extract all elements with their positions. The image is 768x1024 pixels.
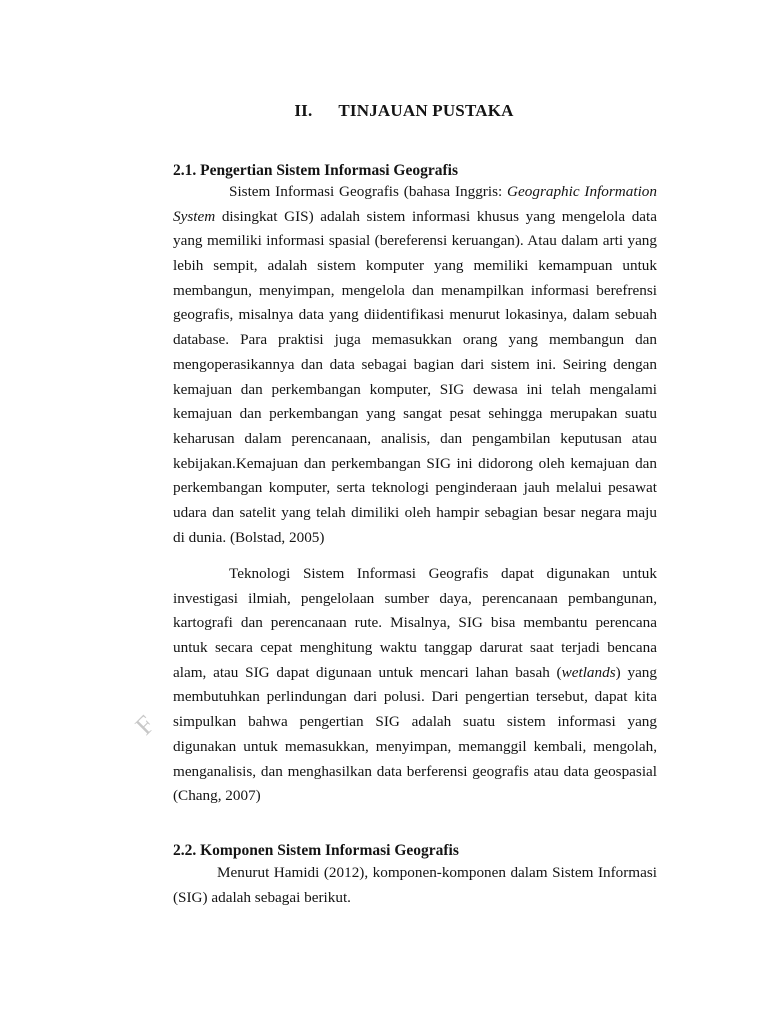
paragraph-line: menganalisis, dan menghasilkan data berferensi geografis atau data geospasial (173, 762, 657, 780)
paragraph-line: Menurut Hamidi (2012), komponen-komponen dalam Sistem Informasi (217, 864, 657, 881)
paragraph-line: investigasi ilmiah, pengelolaan sumber daya, perencanaan pembangunan, (173, 589, 657, 607)
paragraph-line: di dunia. (Bolstad, 2005) (173, 528, 325, 546)
section-heading-2-2: 2.2. Komponen Sistem Informasi Geografis (173, 842, 459, 859)
paragraph-line: yang memiliki informasi spasial (bereferensi keruangan). Atau dalam arti yang (173, 232, 657, 250)
paragraph-line: keharusan dalam perencanaan, analisis, dan pengambilan keputusan atau (173, 429, 657, 447)
paragraph-line: Sistem Informasi Geografis (bahasa Inggris: Geographic Information (229, 183, 657, 200)
emphasis-text: wetlands (561, 663, 616, 681)
emphasis-text: System (173, 207, 216, 225)
paragraph-line: alam, atau SIG dapat digunaan untuk mencari lahan basah (wetlands) yang (173, 663, 657, 681)
paragraph-line: udara dan satelit yang telah dimiliki oleh hampir sebagian besar negara maju (173, 503, 657, 521)
paragraph-sig-technology (173, 562, 657, 809)
paragraph-line: membutuhkan perlindungan dari polusi. Dari pengertian tersebut, dapat kita (173, 688, 657, 706)
paragraph-line: kebijakan.Kemajuan dan perkembangan SIG ini didorong oleh kemajuan dan (173, 454, 657, 472)
paragraph-line: untuk secara cepat menghitung waktu tanggap darurat saat terjadi bencana (173, 639, 657, 657)
paragraph-line: kartografi dan perencanaan rute. Misalnya, SIG bisa membantu perencana (173, 614, 657, 632)
paragraph-line: membangun, menyimpan, mengelola dan menampilkan informasi berefrensi (173, 281, 657, 299)
chapter-title (0, 101, 768, 121)
paragraph-line: kemajuan dan perkembangan yang sangat pesat sehingga merupakan suatu (173, 405, 657, 423)
paragraph-line: Teknologi Sistem Informasi Geografis dapat digunakan untuk (229, 565, 657, 582)
paragraph-line: mengoperasikannya dan data sebagai bagian dari sistem ini. Seiring dengan (173, 355, 657, 373)
emphasis-text: Geographic Information (507, 183, 657, 200)
paragraph-line: (Chang, 2007) (173, 787, 261, 805)
paragraph-line: (SIG) adalah sebagai berikut. (173, 888, 351, 906)
paragraph-line: geografis, misalnya data yang diidentifikasi menurut lokasinya, dalam sebuah (173, 306, 657, 324)
paragraph-line: database. Para praktisi juga memasukkan orang yang membangun dan (173, 331, 657, 349)
paragraph-line: perkembangan komputer, serta teknologi penginderaan jauh melalui pesawat (173, 479, 657, 497)
paragraph-line: kemajuan dan perkembangan komputer, SIG dewasa ini telah mengalami (173, 380, 657, 398)
section-heading-2-1: 2.1. Pengertian Sistem Informasi Geografis (173, 162, 458, 179)
paragraph-line: lebih sempit, adalah sistem komputer yang memiliki kemampuan untuk (173, 257, 657, 275)
chapter-title-text: TINJAUAN PUSTAKA (338, 101, 514, 120)
paragraph-sig-definition (173, 180, 657, 550)
watermark-letter: F (129, 709, 161, 741)
paragraph-sig-components (173, 861, 657, 910)
chapter-number: II. (294, 101, 313, 120)
paragraph-line: System disingkat GIS) adalah sistem informasi khusus yang mengelola data (173, 207, 657, 225)
paragraph-line: simpulkan bahwa pengertian SIG adalah suatu sistem informasi yang (173, 713, 657, 731)
paragraph-line: digunakan untuk memasukkan, menyimpan, memanggil kembali, mengolah, (173, 737, 657, 755)
